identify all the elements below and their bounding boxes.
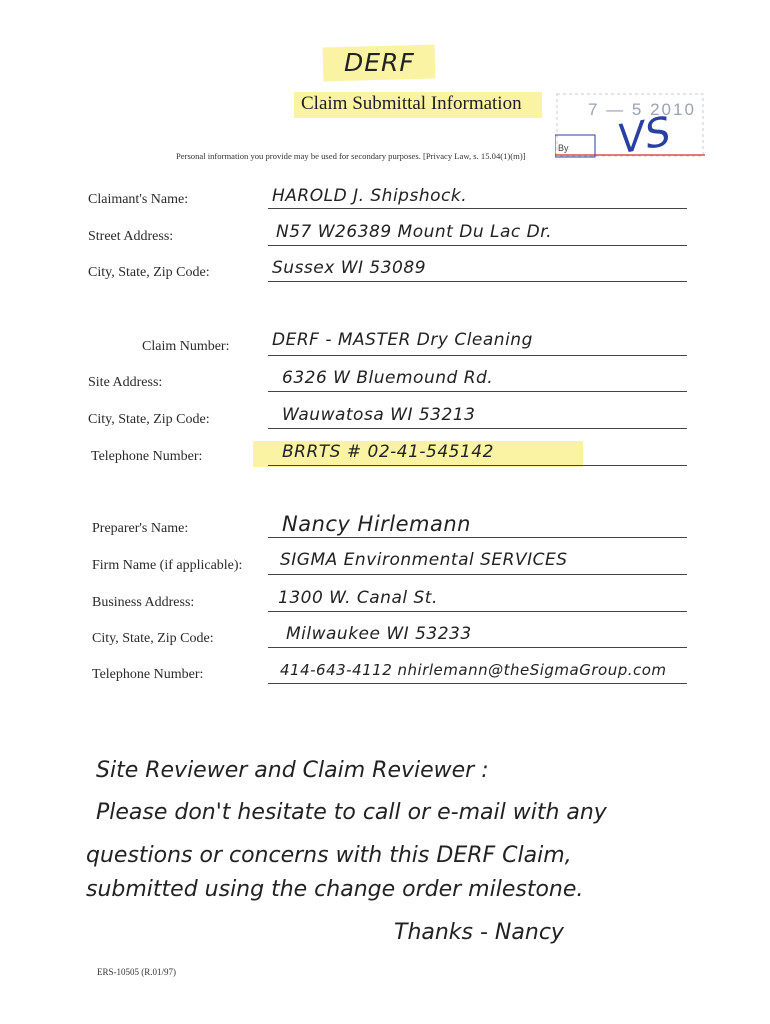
claimant-name-value: HAROLD J. Shipshock.	[272, 186, 468, 206]
firm-name-value: SIGMA Environmental SERVICES	[280, 550, 568, 570]
street-address-line	[268, 245, 687, 246]
claim-number-line	[268, 355, 687, 356]
claim-number-value: DERF - MASTER Dry Cleaning	[272, 330, 533, 350]
claimant-city-value: Sussex WI 53089	[272, 258, 427, 278]
preparer-telephone-line	[268, 683, 687, 684]
preparer-name-label: Preparer's Name:	[92, 521, 189, 536]
preparer-city-value: Milwaukee WI 53233	[286, 624, 472, 644]
site-city-line	[268, 428, 687, 429]
form-title: DERF	[344, 48, 415, 77]
site-telephone-label: Telephone Number:	[91, 449, 203, 464]
site-city-value: Wauwatosa WI 53213	[282, 405, 476, 425]
preparer-city-line	[268, 647, 687, 648]
site-address-line	[268, 391, 687, 392]
brrts-value: BRRTS # 02-41-545142	[282, 442, 494, 462]
stamp-initials: VS	[614, 108, 675, 164]
privacy-notice: Personal information you provide may be used for secondary purposes. [Privacy Law, s. 15.04(1)(m)]	[176, 151, 526, 161]
preparer-name-line	[268, 537, 687, 538]
preparer-city-label: City, State, Zip Code:	[92, 631, 214, 646]
firm-name-line	[268, 574, 687, 575]
site-address-label: Site Address:	[88, 375, 163, 390]
firm-name-label: Firm Name (if applicable):	[92, 558, 243, 573]
claimant-city-label: City, State, Zip Code:	[88, 265, 210, 280]
form-subtitle: Claim Submittal Information	[301, 93, 522, 114]
business-address-line	[268, 611, 687, 612]
preparer-name-value: Nancy Hirlemann	[282, 512, 471, 536]
form-number: ERS-10505 (R.01/97)	[97, 967, 177, 977]
business-address-value: 1300 W. Canal St.	[278, 588, 438, 608]
claim-number-label: Claim Number:	[142, 339, 230, 354]
claimant-name-line	[268, 208, 687, 209]
preparer-telephone-label: Telephone Number:	[92, 667, 204, 682]
claimant-name-label: Claimant's Name:	[88, 192, 189, 207]
stamp-by-label: By	[558, 143, 569, 153]
note-line-3: questions or concerns with this DERF Claim,	[86, 843, 572, 868]
note-line-4: submitted using the change order milestone.	[86, 877, 584, 902]
claimant-city-line	[268, 281, 687, 282]
stamp-date: 7 — 5 2010	[588, 100, 696, 119]
site-city-label: City, State, Zip Code:	[88, 412, 210, 427]
note-line-2: Please don't hesitate to call or e-mail with any	[96, 800, 607, 825]
street-address-value: N57 W26389 Mount Du Lac Dr.	[276, 222, 553, 242]
site-address-value: 6326 W Bluemound Rd.	[282, 368, 494, 388]
note-line-1: Site Reviewer and Claim Reviewer :	[96, 758, 489, 783]
note-signoff: Thanks - Nancy	[394, 920, 564, 945]
site-telephone-line	[268, 465, 687, 466]
preparer-telephone-value: 414-643-4112 nhirlemann@theSigmaGroup.com	[280, 661, 667, 679]
street-address-label: Street Address:	[88, 229, 174, 244]
business-address-label: Business Address:	[92, 595, 195, 610]
